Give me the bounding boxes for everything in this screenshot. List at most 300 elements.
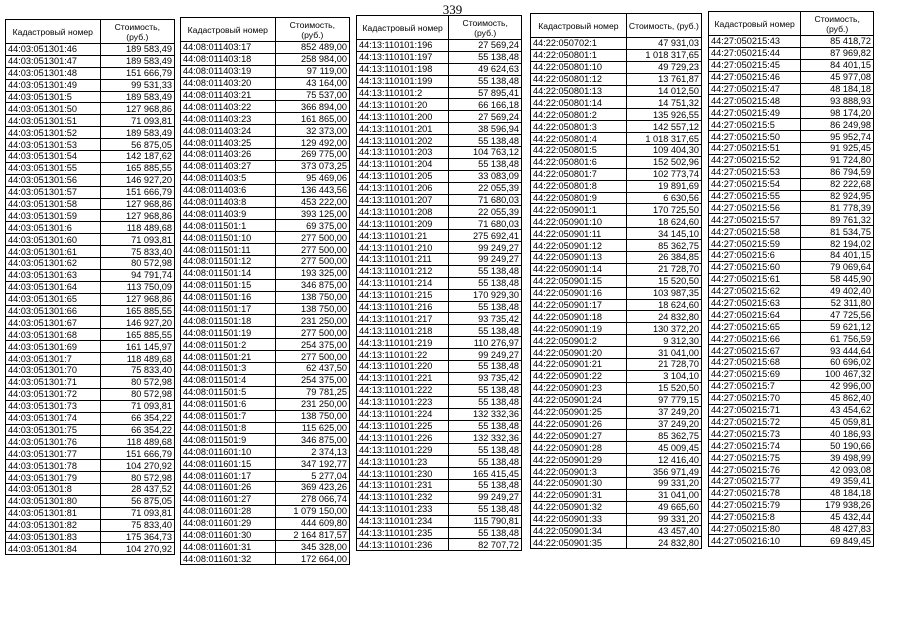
cost-cell: 109 404,30 (626, 145, 701, 157)
cost-cell: 98 174,20 (801, 107, 874, 119)
cost-cell: 852 489,00 (275, 42, 349, 54)
table-row (709, 404, 874, 416)
cost-cell: 231 250,00 (275, 315, 349, 327)
cadastral-number-cell: 44:13:110101:205 (357, 170, 449, 182)
cost-cell: 55 138,48 (449, 479, 522, 491)
cadastral-number-cell: 44:03:051301:74 (6, 412, 101, 424)
cadastral-number-cell: 44:08:011403:20 (181, 77, 276, 89)
cost-cell: 82 194,02 (801, 238, 874, 250)
table-row (6, 376, 175, 388)
table-row (181, 517, 350, 529)
cost-cell: 193 325,00 (275, 267, 349, 279)
cost-cell: 56 875,05 (100, 495, 174, 507)
cost-cell: 60 696,02 (801, 357, 874, 369)
cost-cell: 369 423,26 (275, 481, 349, 493)
cadastral-number-cell: 44:13:110101:223 (357, 396, 449, 408)
cost-cell: 345 328,00 (275, 541, 349, 553)
table-row (6, 210, 175, 222)
cost-cell: 19 891,69 (626, 180, 701, 192)
cost-cell: 102 773,74 (626, 168, 701, 180)
table-row (357, 444, 522, 456)
cost-cell: 55 138,48 (449, 325, 522, 337)
cost-cell: 138 750,00 (275, 291, 349, 303)
cost-cell: 24 832,80 (626, 311, 701, 323)
table-row (6, 103, 175, 115)
cadastral-number-cell: 44:08:011403:26 (181, 149, 276, 161)
cadastral-number-cell: 44:13:110101:203 (357, 147, 449, 159)
cadastral-number-cell: 44:08:011501:2 (181, 339, 276, 351)
cost-cell: 161 145,97 (100, 341, 174, 353)
table-row (709, 83, 874, 95)
table-row (357, 337, 522, 349)
table-row (181, 327, 350, 339)
cadastral-number-cell: 44:13:110101:209 (357, 218, 449, 230)
table-row (531, 335, 702, 347)
cost-cell: 99 249,27 (449, 242, 522, 254)
table-row (181, 184, 350, 196)
table-row (357, 491, 522, 503)
cadastral-number-cell: 44:08:011403:17 (181, 42, 276, 54)
table-row (357, 289, 522, 301)
cost-cell: 100 467,32 (801, 368, 874, 380)
cadastral-number-cell: 44:03:051301:5 (6, 91, 101, 103)
cadastral-number-cell: 44:27:050215:66 (709, 333, 801, 345)
table-row (709, 273, 874, 285)
cadastral-number-cell: 44:08:011601:32 (181, 553, 276, 565)
cadastral-number-cell: 44:08:011403:9 (181, 208, 276, 220)
cost-cell: 151 666,79 (100, 67, 174, 79)
cadastral-number-cell: 44:22:050901:3 (531, 466, 627, 478)
table-row (6, 174, 175, 186)
cost-cell: 84 401,15 (801, 59, 874, 71)
cost-cell: 15 520,50 (626, 382, 701, 394)
table-row (709, 166, 874, 178)
table-row (531, 109, 702, 121)
cadastral-number-cell: 44:22:050901:30 (531, 477, 627, 489)
table-row (357, 527, 522, 539)
cost-cell: 135 926,55 (626, 109, 701, 121)
cadastral-number-cell: 44:27:050215:54 (709, 178, 801, 190)
cost-cell: 55 138,48 (449, 384, 522, 396)
cost-cell: 136 443,56 (275, 184, 349, 196)
table-row (709, 250, 874, 262)
cadastral-number-cell: 44:08:011501:15 (181, 279, 276, 291)
cadastral-number-cell: 44:27:050215:6 (709, 250, 801, 262)
table-row (181, 279, 350, 291)
table-row (709, 143, 874, 155)
cadastral-number-cell: 44:03:051301:75 (6, 424, 101, 436)
cost-cell: 2 374,13 (275, 446, 349, 458)
cost-cell: 71 093,81 (100, 234, 174, 246)
table-row (6, 55, 175, 67)
cost-cell: 55 138,48 (449, 420, 522, 432)
cost-cell: 151 666,79 (100, 186, 174, 198)
cost-cell: 1 018 317,65 (626, 133, 701, 145)
cost-cell: 49 359,41 (801, 475, 874, 487)
cadastral-number-cell: 44:03:051301:69 (6, 341, 101, 353)
cost-cell: 99 249,27 (449, 491, 522, 503)
cadastral-number-cell: 44:13:110101:214 (357, 277, 449, 289)
cost-cell: 75 833,40 (100, 246, 174, 258)
table-row (531, 263, 702, 275)
cost-cell: 43 164,00 (275, 77, 349, 89)
table-row (357, 539, 522, 551)
cadastral-number-cell: 44:27:050215:68 (709, 357, 801, 369)
cadastral-number-cell: 44:13:110101:217 (357, 313, 449, 325)
table-row (357, 420, 522, 432)
cost-cell: 254 375,00 (275, 339, 349, 351)
table-row (531, 85, 702, 97)
cost-cell: 61 756,59 (801, 333, 874, 345)
cadastral-number-cell: 44:22:050901:10 (531, 216, 627, 228)
table-row (181, 422, 350, 434)
cost-cell: 347 192,77 (275, 458, 349, 470)
cadastral-number-cell: 44:03:051301:78 (6, 460, 101, 472)
cadastral-number-cell: 44:13:110101:232 (357, 491, 449, 503)
cadastral-number-cell: 44:22:050901:31 (531, 489, 627, 501)
table-row (531, 513, 702, 525)
cadastral-number-cell: 44:13:110101:198 (357, 63, 449, 75)
cost-cell: 1 018 317,65 (626, 49, 701, 61)
cadastral-number-cell: 44:03:051301:46 (6, 44, 101, 56)
table-row (181, 267, 350, 279)
cadastral-table-5 (708, 11, 874, 547)
table-row (181, 101, 350, 113)
cost-cell: 9 312,30 (626, 335, 701, 347)
table-row (6, 353, 175, 365)
cost-cell: 55 138,48 (449, 51, 522, 63)
table-row (181, 42, 350, 54)
cost-cell: 45 432,44 (801, 511, 874, 523)
table-row (709, 190, 874, 202)
table-header-row (6, 20, 175, 44)
cost-cell: 49 729,23 (626, 61, 701, 73)
table-row (357, 111, 522, 123)
cost-cell: 127 968,86 (100, 210, 174, 222)
table-row (709, 285, 874, 297)
cadastral-number-cell: 44:08:011601:28 (181, 505, 276, 517)
cost-cell: 393 125,00 (275, 208, 349, 220)
cost-cell: 99 531,33 (100, 79, 174, 91)
cost-cell: 31 041,00 (626, 489, 701, 501)
cost-cell: 22 055,39 (449, 206, 522, 218)
table-row (531, 252, 702, 264)
cost-cell: 27 569,24 (449, 111, 522, 123)
cost-cell: 47 725,56 (801, 309, 874, 321)
table-row (181, 208, 350, 220)
table-row (6, 127, 175, 139)
cost-cell: 32 373,00 (275, 125, 349, 137)
cadastral-table-3 (356, 15, 522, 551)
cadastral-number-cell: 44:03:051301:61 (6, 246, 101, 258)
cadastral-number-cell: 44:13:110101:234 (357, 515, 449, 527)
cadastral-table-1 (5, 19, 175, 555)
cadastral-number-cell: 44:08:011403:24 (181, 125, 276, 137)
table-row (6, 424, 175, 436)
cost-cell: 21 728,70 (626, 359, 701, 371)
cadastral-number-cell: 44:22:050901:22 (531, 370, 627, 382)
cost-cell: 151 666,79 (100, 448, 174, 460)
cadastral-number-cell: 44:08:011403:22 (181, 101, 276, 113)
table-row (357, 265, 522, 277)
table-row (357, 87, 522, 99)
cadastral-number-cell: 44:22:050901:16 (531, 287, 627, 299)
cost-cell: 170 929,30 (449, 289, 522, 301)
table-row (531, 180, 702, 192)
table-row (531, 145, 702, 157)
cost-cell: 453 222,00 (275, 196, 349, 208)
cadastral-number-cell: 44:27:050215:69 (709, 368, 801, 380)
cadastral-number-cell: 44:03:051301:56 (6, 174, 101, 186)
cost-cell: 277 500,00 (275, 232, 349, 244)
cadastral-number-cell: 44:22:050901:19 (531, 323, 627, 335)
cost-cell: 5 277,04 (275, 470, 349, 482)
cost-cell: 66 166,18 (449, 99, 522, 111)
cadastral-number-cell: 44:08:011501:9 (181, 434, 276, 446)
cadastral-number-cell: 44:03:051301:58 (6, 198, 101, 210)
cadastral-number-cell: 44:13:110101:219 (357, 337, 449, 349)
table-row (6, 412, 175, 424)
table-row (6, 472, 175, 484)
cost-cell: 118 489,68 (100, 436, 174, 448)
cadastral-number-cell: 44:08:011403:27 (181, 160, 276, 172)
table-row (181, 398, 350, 410)
table-row (709, 178, 874, 190)
table-row (531, 73, 702, 85)
table-row (357, 479, 522, 491)
cost-cell: 373 073,25 (275, 160, 349, 172)
header-cost: Стоимость, (руб.) (275, 18, 349, 42)
cost-cell: 45 009,45 (626, 442, 701, 454)
cost-cell: 12 416,40 (626, 454, 701, 466)
table-row (357, 147, 522, 159)
cost-cell: 55 138,48 (449, 75, 522, 87)
table-row (181, 244, 350, 256)
cost-cell: 142 557,12 (626, 121, 701, 133)
cost-cell: 75 833,40 (100, 365, 174, 377)
table-row (357, 99, 522, 111)
table-row (709, 47, 874, 59)
table-row (531, 38, 702, 50)
cost-cell: 1 079 150,00 (275, 505, 349, 517)
cadastral-number-cell: 44:22:050901:15 (531, 275, 627, 287)
cadastral-number-cell: 44:08:011501:18 (181, 315, 276, 327)
table-row (531, 97, 702, 109)
cost-cell: 231 250,00 (275, 398, 349, 410)
cadastral-number-cell: 44:27:050215:50 (709, 131, 801, 143)
cost-cell: 346 875,00 (275, 279, 349, 291)
table-row (6, 269, 175, 281)
cadastral-number-cell: 44:22:050901:25 (531, 406, 627, 418)
cost-cell: 71 093,81 (100, 400, 174, 412)
cadastral-number-cell: 44:22:050801:14 (531, 97, 627, 109)
cost-cell: 80 572,98 (100, 376, 174, 388)
cadastral-number-cell: 44:03:051301:65 (6, 293, 101, 305)
table-row (357, 325, 522, 337)
cadastral-number-cell: 44:08:011501:21 (181, 351, 276, 363)
cadastral-number-cell: 44:27:050215:78 (709, 487, 801, 499)
table-row (709, 511, 874, 523)
table-row (709, 523, 874, 535)
table-row (357, 182, 522, 194)
table-row (709, 71, 874, 83)
cadastral-number-cell: 44:03:051301:67 (6, 317, 101, 329)
table-row (709, 416, 874, 428)
table-row (357, 361, 522, 373)
cost-cell: 189 583,49 (100, 44, 174, 56)
table-row (181, 553, 350, 565)
cadastral-number-cell: 44:13:110101:229 (357, 444, 449, 456)
cadastral-number-cell: 44:13:110101:22 (357, 349, 449, 361)
cadastral-number-cell: 44:27:050215:47 (709, 83, 801, 95)
cost-cell: 165 885,55 (100, 305, 174, 317)
table-row (6, 531, 175, 543)
cadastral-number-cell: 44:27:050215:5 (709, 119, 801, 131)
table-row (709, 95, 874, 107)
cost-cell: 175 364,73 (100, 531, 174, 543)
table-row (357, 396, 522, 408)
table-row (181, 434, 350, 446)
table-row (709, 261, 874, 273)
table-row (709, 36, 874, 48)
cadastral-number-cell: 44:03:051301:57 (6, 186, 101, 198)
table-row (357, 242, 522, 254)
cost-cell: 93 888,93 (801, 95, 874, 107)
cadastral-number-cell: 44:03:051301:8 (6, 483, 101, 495)
cost-cell: 152 502,96 (626, 156, 701, 168)
header-cadastral-number: Кадастровый номер (357, 16, 449, 40)
cost-cell: 55 138,48 (449, 527, 522, 539)
cadastral-number-cell: 44:08:011601:17 (181, 470, 276, 482)
cadastral-number-cell: 44:27:050215:49 (709, 107, 801, 119)
table-row (181, 137, 350, 149)
cadastral-number-cell: 44:22:050702:1 (531, 38, 627, 50)
table-row (531, 418, 702, 430)
cost-cell: 58 445,90 (801, 273, 874, 285)
cost-cell: 71 680,03 (449, 194, 522, 206)
cadastral-number-cell: 44:13:110101:200 (357, 111, 449, 123)
cadastral-number-cell: 44:22:050801:2 (531, 109, 627, 121)
table-row (357, 301, 522, 313)
table-row (709, 440, 874, 452)
table-row (531, 49, 702, 61)
cadastral-number-cell: 44:22:050901:11 (531, 228, 627, 240)
table-row (709, 238, 874, 250)
table-row (181, 481, 350, 493)
cost-cell: 104 763,12 (449, 147, 522, 159)
cadastral-number-cell: 44:03:051301:49 (6, 79, 101, 91)
cadastral-number-cell: 44:22:050901:17 (531, 299, 627, 311)
cost-cell: 79 069,64 (801, 261, 874, 273)
cost-cell: 55 138,48 (449, 396, 522, 408)
cadastral-number-cell: 44:13:110101:226 (357, 432, 449, 444)
cost-cell: 99 331,20 (626, 513, 701, 525)
table-header-row (357, 16, 522, 40)
cost-cell: 81 778,39 (801, 202, 874, 214)
table-row (6, 293, 175, 305)
cost-cell: 95 469,06 (275, 172, 349, 184)
cadastral-number-cell: 44:03:051301:66 (6, 305, 101, 317)
cadastral-number-cell: 44:03:051301:62 (6, 258, 101, 270)
table-row (709, 452, 874, 464)
cadastral-number-cell: 44:13:110101:199 (357, 75, 449, 87)
header-cost: Стоимость, (руб.) (100, 20, 174, 44)
cost-cell: 132 332,36 (449, 432, 522, 444)
cost-cell: 80 572,98 (100, 388, 174, 400)
cadastral-number-cell: 44:03:051301:79 (6, 472, 101, 484)
cadastral-number-cell: 44:27:050215:53 (709, 166, 801, 178)
cost-cell: 66 354,22 (100, 424, 174, 436)
cadastral-number-cell: 44:22:050901:23 (531, 382, 627, 394)
table-row (6, 460, 175, 472)
cost-cell: 49 402,40 (801, 285, 874, 297)
cost-cell: 275 692,41 (449, 230, 522, 242)
table-row (6, 281, 175, 293)
cadastral-number-cell: 44:27:050215:7 (709, 380, 801, 392)
table-row (357, 254, 522, 266)
cadastral-number-cell: 44:27:050215:72 (709, 416, 801, 428)
table-row (181, 458, 350, 470)
table-row (181, 410, 350, 422)
cost-cell: 43 457,40 (626, 525, 701, 537)
cost-cell: 55 138,48 (449, 456, 522, 468)
cadastral-number-cell: 44:13:110101:224 (357, 408, 449, 420)
cadastral-number-cell: 44:03:051301:64 (6, 281, 101, 293)
cadastral-number-cell: 44:03:051301:70 (6, 365, 101, 377)
header-cost: Стоимость, (руб.) (626, 14, 701, 38)
cost-cell: 93 444,64 (801, 345, 874, 357)
cadastral-number-cell: 44:08:011501:10 (181, 232, 276, 244)
table-row (181, 77, 350, 89)
table-row (531, 228, 702, 240)
cadastral-number-cell: 44:08:011501:5 (181, 386, 276, 398)
cost-cell: 57 895,41 (449, 87, 522, 99)
table-row (181, 529, 350, 541)
table-row (531, 168, 702, 180)
table-row (709, 345, 874, 357)
table-header-row (181, 18, 350, 42)
cadastral-number-cell: 44:03:051301:6 (6, 222, 101, 234)
table-row (6, 305, 175, 317)
cadastral-number-cell: 44:08:011601:30 (181, 529, 276, 541)
cadastral-number-cell: 44:27:050216:10 (709, 535, 801, 547)
table-row (181, 113, 350, 125)
cadastral-number-cell: 44:27:050215:56 (709, 202, 801, 214)
table-row (709, 154, 874, 166)
cadastral-number-cell: 44:27:050215:59 (709, 238, 801, 250)
cadastral-number-cell: 44:22:050901:18 (531, 311, 627, 323)
cost-cell: 99 331,20 (626, 477, 701, 489)
cadastral-number-cell: 44:22:050901:21 (531, 359, 627, 371)
cost-cell: 189 583,49 (100, 127, 174, 139)
cadastral-number-cell: 44:08:011601:29 (181, 517, 276, 529)
cadastral-number-cell: 44:22:050901:14 (531, 263, 627, 275)
page-number: 339 (442, 2, 463, 17)
cost-cell: 129 492,00 (275, 137, 349, 149)
cost-cell: 55 138,48 (449, 503, 522, 515)
cadastral-number-cell: 44:08:011403:8 (181, 196, 276, 208)
table-row (357, 135, 522, 147)
cadastral-number-cell: 44:22:050801:9 (531, 192, 627, 204)
table-row (181, 363, 350, 375)
table-row (181, 220, 350, 232)
table-row (709, 214, 874, 226)
table-row (709, 226, 874, 238)
cost-cell: 115 790,81 (449, 515, 522, 527)
cadastral-number-cell: 44:13:110101:221 (357, 372, 449, 384)
table-row (6, 44, 175, 56)
table-row (6, 67, 175, 79)
